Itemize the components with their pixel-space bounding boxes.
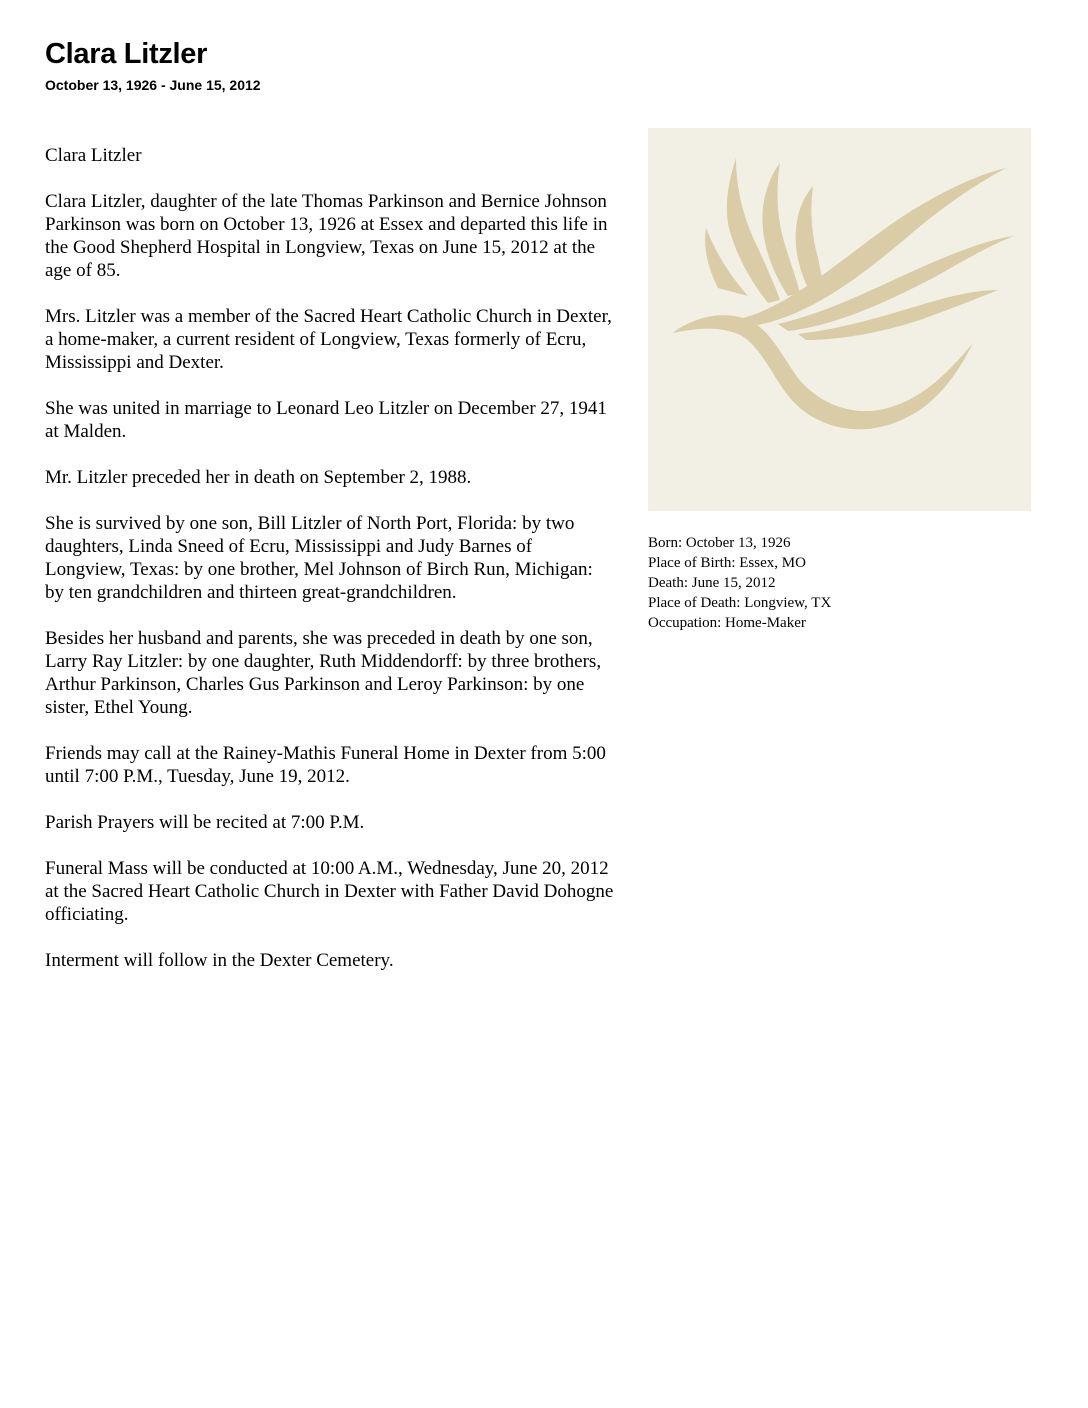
obituary-paragraph: Clara Litzler, daughter of the late Thomas Parkinson and Bernice Johnson Parkinson was born on October 13, 1926 at Essex and departed this life in the Good Shepherd Hospital in Longview, Texas on June 15, 2012 at the age of 85. bbox=[45, 191, 608, 281]
obituary-paragraph: Friends may call at the Rainey-Mathis Funeral Home in Dexter from 5:00 until 7:00 P.M., Tuesday, June 19, 2012. bbox=[45, 743, 606, 787]
obituary-paragraph: Interment will follow in the Dexter Cemetery. bbox=[45, 950, 394, 971]
fact-place-of-death: Place of Death: Longview, TX bbox=[648, 595, 832, 611]
memorial-image bbox=[648, 128, 1031, 511]
obituary-paragraph: Funeral Mass will be conducted at 10:00 A.M., Wednesday, June 20, 2012 at the Sacred Heart Catholic Church in Dexter with Father David Dohogne officiating. bbox=[45, 858, 614, 925]
fact-born: Born: October 13, 1926 bbox=[648, 535, 791, 551]
obituary-paragraph: Besides her husband and parents, she was preceded in death by one son, Larry Ray Litzler: by one daughter, Ruth Middendorff: by three brothers, Arthur Parkinson, Charles Gus Parkinson and Leroy Parkinson: by one sister, Ethel Young. bbox=[45, 628, 602, 718]
obituary-paragraph: Parish Prayers will be recited at 7:00 P.M. bbox=[45, 812, 365, 833]
obituary-paragraph: She is survived by one son, Bill Litzler of North Port, Florida: by two daughters, Linda Sneed of Ecru, Mississippi and Judy Barnes of Longview, Texas: by one brother, Mel Johnson of Birch Run, Michigan: by ten grandchildren and thirteen great-grandchildren. bbox=[45, 513, 593, 603]
obituary-paragraph: She was united in marriage to Leonard Leo Litzler on December 27, 1941 at Malden. bbox=[45, 398, 607, 442]
obituary-body bbox=[45, 144, 615, 995]
vital-facts bbox=[648, 533, 1048, 633]
fact-place-of-birth: Place of Birth: Essex, MO bbox=[648, 555, 806, 571]
page-title: Clara Litzler bbox=[45, 38, 208, 70]
obituary-header bbox=[45, 36, 261, 94]
obituary-paragraph: Mr. Litzler preceded her in death on September 2, 1988. bbox=[45, 467, 472, 488]
dove-icon bbox=[648, 128, 1031, 511]
obituary-paragraph: Mrs. Litzler was a member of the Sacred Heart Catholic Church in Dexter, a home-maker, a current resident of Longview, Texas formerly of Ecru, Mississippi and Dexter. bbox=[45, 306, 612, 373]
obituary-paragraph: Clara Litzler bbox=[45, 145, 142, 166]
life-dates: October 13, 1926 - June 15, 2012 bbox=[45, 77, 261, 93]
fact-occupation: Occupation: Home-Maker bbox=[648, 615, 806, 631]
fact-death: Death: June 15, 2012 bbox=[648, 575, 776, 591]
